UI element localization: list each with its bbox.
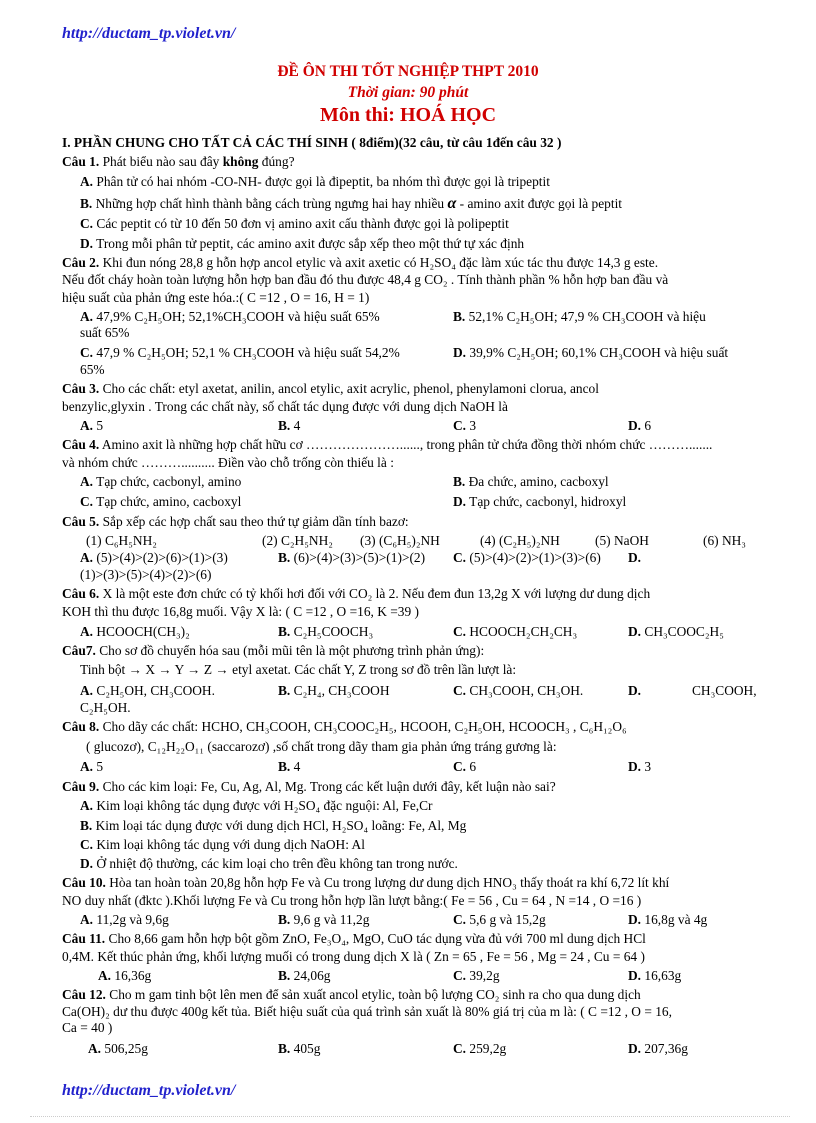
question-9: Câu 9. Cho các kim loại: Fe, Cu, Ag, Al, Mg. Trong các kết luận dưới đây, kết luận nào sai? (62, 779, 556, 794)
q12-line-2: Ca(OH)₂ dư thu được 400g kết tủa. Biết hiệu suất của quá trình sản xuất là 80% giá trị của m là: ( C =12 , O = 16, (62, 1004, 672, 1019)
q7-option-c[interactable]: C. CH₃COOH, CH₃OH. (453, 683, 584, 698)
q9-option-a[interactable]: A. Kim loại không tác dụng được với H₂SO₄ đặc nguội: Al, Fe,Cr (80, 798, 433, 813)
q11-option-b[interactable]: B. 24,06g (278, 968, 331, 983)
q4-option-a[interactable]: A. Tạp chức, cacbonyl, amino (80, 474, 242, 489)
q2-option-b[interactable]: B. 52,1% C₂H₅OH; 47,9 % CH₃COOH và hiệu (453, 309, 706, 324)
q3-line-2: benzylic,glyxin . Trong các chất này, số chất tác dụng được với dung dịch NaOH là (62, 399, 508, 414)
q1-option-b[interactable]: B. Những hợp chất hình thành bằng cách trùng ngưng hai hay nhiều α - amino axit được gọi là peptit (80, 195, 623, 212)
q7-option-d-cont: C₂H₅OH. (80, 700, 131, 715)
q6-option-a[interactable]: A. HCOOCH(CH₃)₂ (80, 624, 190, 639)
q10-option-c[interactable]: C. 5,6 g và 15,2g (453, 912, 546, 927)
question-2: Câu 2. Khi đun nóng 28,8 g hỗn hợp ancol etylic và axit axetic có H₂SO₄ đặc làm xúc tác thu được 14,3 g este. (62, 255, 659, 270)
q6-option-d[interactable]: D. CH₃COOC₂H₅ (628, 624, 724, 639)
q5-option-c[interactable]: C. (5)>(4)>(2)>(1)>(3)>(6) (453, 550, 601, 565)
q9-option-d[interactable]: D. Ở nhiệt độ thường, các kim loại cho trên đều không tan trong nước. (80, 856, 458, 871)
q7-option-d[interactable]: CH₃COOH, (692, 683, 757, 698)
header-link[interactable]: http://ductam_tp.violet.vn/ (62, 25, 236, 42)
q7-option-a[interactable]: A. C₂H₅OH, CH₃COOH. (80, 683, 215, 698)
q11-line-2: 0,4M. Kết thúc phản ứng, khối lượng muối có trong dung dịch X là ( Zn = 65 , Fe = 56 , Mg = 24 , Cu = 64 ) (62, 949, 645, 964)
q6-line-2: KOH thì thu được 16,8g muối. Vậy X là: ( C =12 , O =16, K =39 ) (62, 604, 419, 619)
q10-option-d[interactable]: D. 16,8g và 4g (628, 912, 708, 927)
exam-time: Thời gian: 90 phút (347, 84, 469, 101)
q3-option-a[interactable]: A. 5 (80, 418, 104, 433)
q8-option-c[interactable]: C. 6 (453, 759, 477, 774)
q10-option-a[interactable]: A. 11,2g và 9,6g (80, 912, 169, 927)
exam-subject: Môn thi: HOÁ HỌC (319, 104, 497, 126)
q11-option-a[interactable]: A. 16,36g (98, 968, 152, 983)
q11-option-c[interactable]: C. 39,2g (453, 968, 500, 983)
q12-option-d[interactable]: D. 207,36g (628, 1041, 688, 1056)
q12-line-3: Ca = 40 ) (62, 1020, 113, 1035)
q8-option-d[interactable]: D. 3 (628, 759, 652, 774)
q6-option-c[interactable]: C. HCOOCH₂CH₂CH₃ (453, 624, 578, 639)
q10-line-2: NO duy nhất (đktc ).Khối lượng Fe và Cu trong hỗn hợp lần lượt bằng:( Fe = 56 , Cu = 64 , N =14 , O =16 ) (62, 893, 642, 908)
question-8: Câu 8. Cho dãy các chất: HCHO, CH₃COOH, CH₃COOC₂H₅, HCOOH, C₂H₅OH, HCOOCH₃ , C₆H₁₂O₆ (62, 719, 627, 734)
q2-line-3: hiệu suất của phản ứng este hóa.:( C =12 , O = 16, H = 1) (62, 290, 370, 305)
q2-option-d[interactable]: D. 39,9% C₂H₅OH; 60,1% CH₃COOH và hiệu suất (453, 345, 729, 360)
q5-item-6: (6) NH₃ (703, 533, 746, 548)
q5-item-1: (1) C₆H₅NH₂ (86, 533, 157, 548)
question-1: Câu 1. Phát biểu nào sau đây không đúng? (62, 154, 295, 169)
q5-option-b[interactable]: B. (6)>(4)>(3)>(5)>(1)>(2) (278, 550, 426, 565)
section-heading: I. PHẦN CHUNG CHO TẤT CẢ CÁC THÍ SINH ( 8điểm)(32 câu, từ câu 1đến câu 32 ) (62, 135, 562, 150)
question-11: Câu 11. Cho 8,66 gam hỗn hợp bột gồm ZnO, Fe₃O₄, MgO, CuO tác dụng vừa đủ với 700 ml dung dịch HCl (62, 931, 646, 946)
question-4: Câu 4. Amino axit là những hợp chất hữu cơ …………………......, trong phân tử chứa đồng thời nhóm chức ………....... (62, 437, 713, 452)
q2-line-2: Nếu đốt cháy hoàn toàn lượng hỗn hợp ban đầu đó thu được 48,4 g CO₂ . Tính thành phần % hỗn hợp ban đầu và (62, 272, 669, 287)
q4-line-2: và nhóm chức ……….......... Điền vào chỗ trống còn thiếu là : (62, 455, 394, 470)
q12-option-c[interactable]: C. 259,2g (453, 1041, 507, 1056)
q8-option-b[interactable]: B. 4 (278, 759, 301, 774)
alpha-symbol: α (447, 195, 457, 212)
q12-option-b[interactable]: B. 405g (278, 1041, 321, 1056)
q1-option-a[interactable]: A. Phân tử có hai nhóm -CO-NH- được gọi là đipeptit, ba nhóm thì được gọi là tripeptit (80, 174, 550, 189)
question-5: Câu 5. Sắp xếp các hợp chất sau theo thứ tự giảm dần tính bazơ: (62, 514, 409, 529)
q7-option-d-label[interactable]: D. (628, 683, 642, 698)
exam-title: ĐỀ ÔN THI TỐT NGHIỆP THPT 2010 (277, 63, 539, 80)
q4-option-d[interactable]: D. Tạp chức, cacbonyl, hidroxyl (453, 494, 627, 509)
q4-option-b[interactable]: B. Đa chức, amino, cacboxyl (453, 474, 609, 489)
q2-option-c-cont: 65% (80, 362, 105, 377)
question-3: Câu 3. Cho các chất: etyl axetat, anilin, ancol etylic, axit acrylic, phenol, phenylamoni clorua, ancol (62, 381, 599, 396)
q2-option-a[interactable]: A. 47,9% C₂H₅OH; 52,1%CH₃COOH và hiệu suất 65% (80, 309, 380, 324)
footer-link[interactable]: http://ductam_tp.violet.vn/ (62, 1082, 236, 1099)
q5-item-4: (4) (C₂H₅)₂NH (480, 533, 560, 548)
q8-option-a[interactable]: A. 5 (80, 759, 104, 774)
q7-scheme: Tinh bột → X → Y → Z → etyl axetat. Các chất Y, Z trong sơ đồ trên lần lượt là: (80, 662, 517, 677)
q10-option-b[interactable]: B. 9,6 g và 11,2g (278, 912, 370, 927)
q3-option-b[interactable]: B. 4 (278, 418, 301, 433)
q4-option-c[interactable]: C. Tạp chức, amino, cacboxyl (80, 494, 242, 509)
question-10: Câu 10. Hòa tan hoàn toàn 20,8g hỗn hợp Fe và Cu trong lượng dư dung dịch HNO₃ thấy thoát ra khí 6,72 lít khí (62, 875, 670, 890)
q5-option-a[interactable]: A. (5)>(4)>(2)>(6)>(1)>(3) (80, 550, 228, 565)
footer-divider (30, 1116, 790, 1117)
q5-item-5: (5) NaOH (595, 533, 649, 548)
q2-option-a-cont: suất 65% (80, 325, 130, 340)
q6-option-b[interactable]: B. C₂H₅COOCH₃ (278, 624, 374, 639)
question-12: Câu 12. Cho m gam tinh bột lên men để sản xuất ancol etylic, toàn bộ lượng CO₂ sinh ra cho qua dung dịch (62, 987, 641, 1002)
q3-option-c[interactable]: C. 3 (453, 418, 477, 433)
q5-item-3: (3) (C₆H₅)₂NH (360, 533, 440, 548)
q7-option-b[interactable]: B. C₂H₄, CH₃COOH (278, 683, 390, 698)
q1-option-c[interactable]: C. Các peptit có từ 10 đến 50 đơn vị amino axit cấu thành được gọi là polipeptit (80, 216, 509, 231)
q8-line-2: ( glucozơ), C₁₂H₂₂O₁₁ (saccarozơ) ,số chất trong dãy tham gia phản ứng tráng gương là: (86, 739, 557, 754)
q11-option-d[interactable]: D. 16,63g (628, 968, 682, 983)
question-label: Câu 1. (62, 154, 100, 169)
q3-option-d[interactable]: D. 6 (628, 418, 652, 433)
question-7: Câu7. Cho sơ đồ chuyển hóa sau (mỗi mũi tên là một phương trình phản ứng): (62, 643, 485, 658)
q5-item-2: (2) C₂H₅NH₂ (262, 533, 333, 548)
q9-option-b[interactable]: B. Kim loại tác dụng được với dung dịch HCl, H₂SO₄ loãng: Fe, Al, Mg (80, 818, 467, 833)
q5-option-d-label[interactable]: D. (628, 550, 642, 565)
q1-option-d[interactable]: D. Trong mỗi phân tử peptit, các amino axit được sắp xếp theo một thứ tự xác định (80, 236, 525, 251)
q2-option-c[interactable]: C. 47,9 % C₂H₅OH; 52,1 % CH₃COOH và hiệu suất 54,2% (80, 345, 400, 360)
question-6: Câu 6. X là một este đơn chức có tỷ khối hơi đối với CO₂ là 2. Nếu đem đun 13,2g X với lượng dư dung dịch (62, 586, 651, 601)
q9-option-c[interactable]: C. Kim loại không tác dụng với dung dịch NaOH: Al (80, 837, 365, 852)
q12-option-a[interactable]: A. 506,25g (88, 1041, 148, 1056)
q5-option-d[interactable]: (1)>(3)>(5)>(4)>(2)>(6) (80, 567, 212, 582)
